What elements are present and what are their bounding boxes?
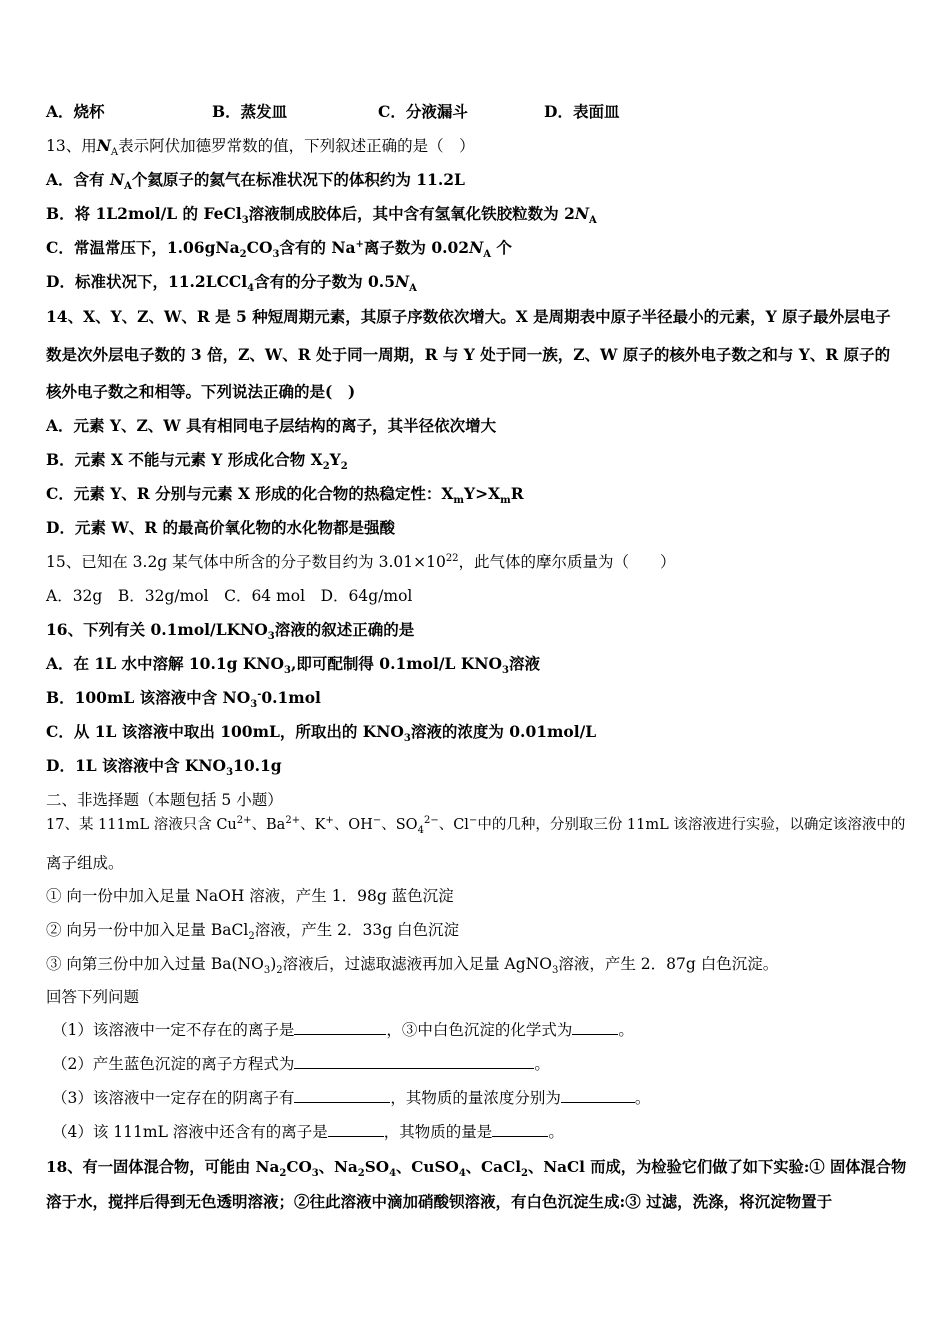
- q13-option-c: C．常温常压下，$1.06gNa_2CO_3$含有的 Na+离子数为 $0.02N_A$ 个: [46, 238, 512, 261]
- q17-stem-line2: 离子组成。: [46, 854, 124, 872]
- answer-blank[interactable]: [492, 1122, 548, 1137]
- q16-option-a: A．在 1L 水中溶解 10.1g $KNO_3$,即可配制得 0.1mol/L $KNO_3$溶液: [46, 654, 540, 677]
- answer-blank[interactable]: [294, 1020, 386, 1035]
- q12-options: [46, 101, 910, 123]
- answer-blank[interactable]: [328, 1122, 384, 1137]
- q13-option-a: A．含有 $N_A$个氦原子的氦气在标准状况下的体积约为 11.2L: [46, 170, 465, 193]
- q17-part-1: （1）该溶液中一定不存在的离子是 ，③中白色沉淀的化学式为 。: [52, 1021, 634, 1039]
- q14-option-d: D．元素 W、R 的最高价氧化物的水化物都是强酸: [46, 518, 396, 537]
- q17-ask: 回答下列问题: [46, 988, 140, 1006]
- answer-blank[interactable]: [561, 1088, 635, 1103]
- q14-stem-line2: 数是次外层电子数的 3 倍，Z、W、R 处于同一周期，R 与 Y 处于同一族，Z、W 原子的核外电子数之和与 Y、R 原子的: [46, 345, 891, 364]
- q16-option-d: D．1L 该溶液中含 $KNO_310.1g$: [46, 756, 282, 779]
- q12-option-c: C．分液漏斗: [378, 102, 468, 121]
- q17-step-1: ① 向一份中加入足量 NaOH 溶液，产生 1．98g 蓝色沉淀: [46, 887, 454, 905]
- q14-option-a: A．元素 Y、Z、W 具有相同电子层结构的离子，其半径依次增大: [46, 416, 497, 435]
- q13-stem: 13、用$N_A$表示阿伏加德罗常数的值，下列叙述正确的是（ ）: [46, 136, 475, 159]
- q18-stem-line1: 18、有一固体混合物，可能由 $Na_2CO_3$、$Na_2SO_4$、CuSO$_4$、CaCl$_2$、NaCl 而成，为检验它们做了如下实验:① 固体混合物: [46, 1158, 907, 1180]
- q17-part-3: （3）该溶液中一定存在的阴离子有 ，其物质的量浓度分别为 。: [52, 1089, 651, 1107]
- q17-step-2: ② 向另一份中加入足量 BaCl$_2$溶液，产生 2．33g 白色沉淀: [46, 921, 460, 943]
- answer-blank[interactable]: [294, 1088, 390, 1103]
- q16-option-b: B．100mL 该溶液中含 $NO_3^-0.1mol$: [46, 688, 321, 711]
- q12-option-d: D．表面皿: [544, 102, 620, 121]
- q13-option-b: B．将 1L2mol/L 的 FeCl$_3$溶液制成胶体后，其中含有氢氧化铁胶粒数为 $2N_A$: [46, 204, 597, 227]
- q17-part-4: （4）该 111mL 溶液中还含有的离子是 ，其物质的量是 。: [52, 1123, 564, 1141]
- q15-options: A．32g B．32g/mol C．64 mol D．64g/mol: [46, 587, 413, 605]
- answer-blank[interactable]: [572, 1020, 618, 1035]
- q13-option-d: D．标准状况下，11.2LCCl$_4$含有的分子数为 $0.5N_A$: [46, 272, 417, 295]
- q16-option-c: C．从 1L 该溶液中取出 100mL，所取出的 $KNO_3$溶液的浓度为 0.01mol/L: [46, 722, 597, 745]
- q16-stem: 16、下列有关 $0.1mol/LKNO_3$溶液的叙述正确的是: [46, 620, 415, 643]
- q18-stem-line2: 溶于水，搅拌后得到无色透明溶液；②往此溶液中滴加硝酸钡溶液，有白色沉淀生成:③ 过滤，洗涤，将沉淀物置于: [46, 1192, 833, 1211]
- answer-blank[interactable]: [294, 1054, 534, 1069]
- q14-stem-line1: 14、X、Y、Z、W、R 是 5 种短周期元素，其原子序数依次增大。X 是周期表中原子半径最小的元素，Y 原子最外层电子: [46, 307, 891, 326]
- q12-option-b: B．蒸发皿: [212, 102, 288, 121]
- q17-step-3: ③ 向第三份中加入过量 $Ba(NO_3)_2$溶液后，过滤取滤液再加入足量 AgNO$_3$溶液，产生 2．87g 白色沉淀。: [46, 955, 779, 977]
- q14-stem-line3: 核外电子数之和相等。下列说法正确的是( ): [46, 382, 356, 401]
- q14-option-b: B．元素 X 不能与元素 Y 形成化合物 $X_2Y_2$: [46, 450, 348, 473]
- section-heading: 二、非选择题（本题包括 5 小题）: [46, 791, 283, 809]
- q15-stem: 15、已知在 3.2g 某气体中所含的分子数目约为 $3.01\times 10^{22}$，此气体的摩尔质量为（ ）: [46, 552, 676, 571]
- q17-part-2: （2）产生蓝色沉淀的离子方程式为 。: [52, 1055, 550, 1073]
- q17-stem-line1: 17、某 111mL 溶液只含 $Cu^{2+}$、$Ba^{2+}$、K+、OH−、$SO_4^{2-}$、Cl−中的几种，分别取三份 11mL 该溶液进行实验，以确定该溶液中的: [46, 815, 906, 836]
- q12-option-a: A．烧杯: [46, 102, 105, 121]
- q14-option-c: C．元素 Y、R 分别与元素 X 形成的化合物的热稳定性：$X_mY>X_mR$: [46, 484, 524, 507]
